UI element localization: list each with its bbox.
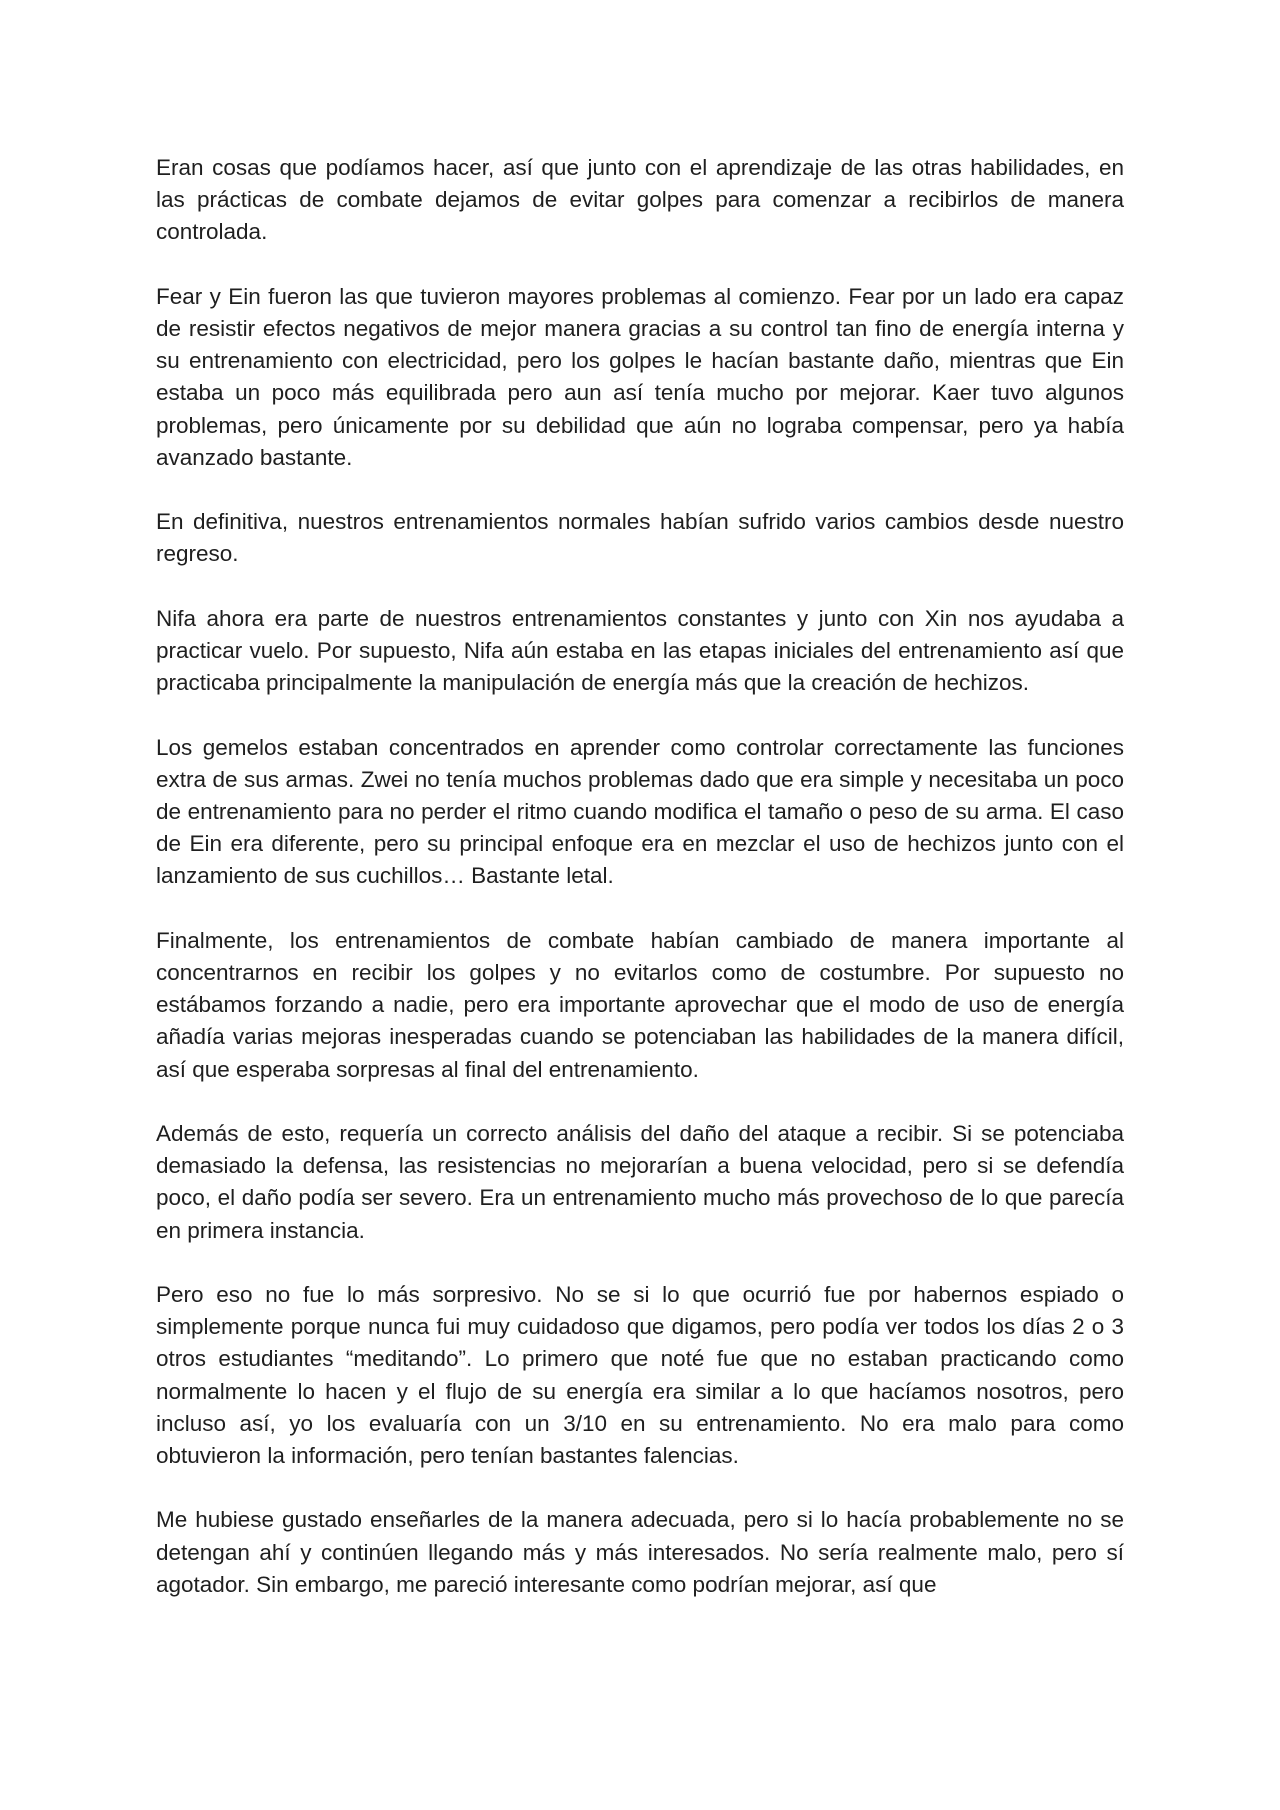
paragraph: Además de esto, requería un correcto análisis del daño del ataque a recibir. Si se potenciaba demasiado la defensa, las resistencias no mejorarían a buena velocidad, pero si se defendía poco, el daño podía ser severo. Era un entrenamiento mucho más provechoso de lo que parecía en primera instancia. (156, 1121, 1124, 1243)
paragraph: Me hubiese gustado enseñarles de la manera adecuada, pero si lo hacía probablemente no se detengan ahí y continúen llegando más y más interesados. No sería realmente malo, pero sí agotador. Sin embargo, me pareció interesante como podrían mejorar, así que (156, 1507, 1124, 1597)
paragraph: Finalmente, los entrenamientos de combate habían cambiado de manera importante al concentrarnos en recibir los golpes y no evitarlos como de costumbre. Por supuesto no estábamos forzando a nadie, pero era importante aprovechar que el modo de uso de energía añadía varias mejoras inesperadas cuando se potenciaban las habilidades de la manera difícil, así que esperaba sorpresas al final del entrenamiento. (156, 927, 1124, 1082)
paragraph: Pero eso no fue lo más sorpresivo. No se si lo que ocurrió fue por habernos espiado o simplemente porque nunca fui muy cuidadoso que digamos, pero podía ver todos los días 2 o 3 otros estudiantes “meditando”. Lo primero que noté fue que no estaban practicando como normalmente lo hacen y el flujo de su energía era similar a lo que hacíamos nosotros, pero incluso así, yo los evaluaría con un 3/10 en su entrenamiento. No era malo para como obtuvieron la información, pero tenían bastantes falencias. (156, 1282, 1124, 1469)
paragraph: Fear y Ein fueron las que tuvieron mayores problemas al comienzo. Fear por un lado era capaz de resistir efectos negativos de mejor manera gracias a su control tan fino de energía interna y su entrenamiento con electricidad, pero los golpes le hacían bastante daño, mientras que Ein estaba un poco más equilibrada pero aun así tenía mucho por mejorar. Kaer tuvo algunos problemas, pero únicamente por su debilidad que aún no lograba compensar, pero ya había avanzado bastante. (156, 283, 1124, 470)
paragraph: En definitiva, nuestros entrenamientos normales habían sufrido varios cambios desde nuestro regreso. (156, 509, 1124, 567)
paragraph: Eran cosas que podíamos hacer, así que junto con el aprendizaje de las otras habilidades, en las prácticas de combate dejamos de evitar golpes para comenzar a recibirlos de manera controlada. (156, 155, 1124, 245)
paragraph: Los gemelos estaban concentrados en aprender como controlar correctamente las funciones extra de sus armas. Zwei no tenía muchos problemas dado que era simple y necesitaba un poco de entrenamiento para no perder el ritmo cuando modifica el tamaño o peso de su arma. El caso de Ein era diferente, pero su principal enfoque era en mezclar el uso de hechizos junto con el lanzamiento de sus cuchillos… Bastante letal. (156, 734, 1124, 889)
paragraph: Nifa ahora era parte de nuestros entrenamientos constantes y junto con Xin nos ayudaba a practicar vuelo. Por supuesto, Nifa aún estaba en las etapas iniciales del entrenamiento así que practicaba principalmente la manipulación de energía más que la creación de hechizos. (156, 605, 1124, 696)
document-body (156, 152, 1124, 1601)
